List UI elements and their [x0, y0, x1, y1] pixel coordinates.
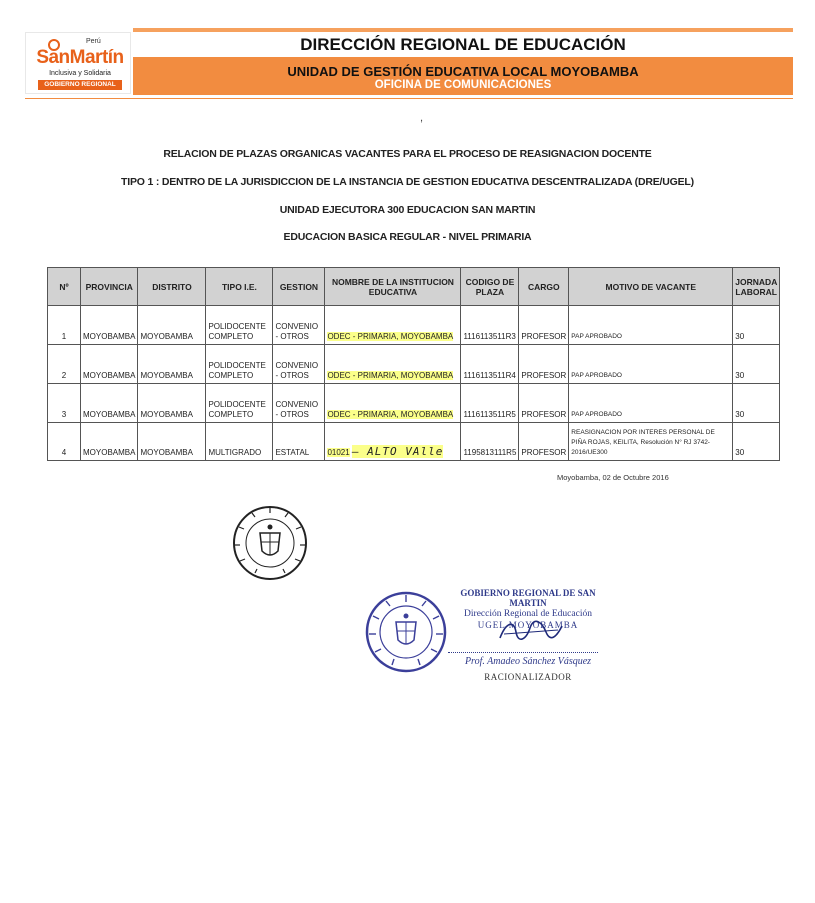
logo-country: Perú	[86, 38, 101, 45]
cell-gestion: CONVENIO - OTROS	[273, 306, 325, 345]
handwritten-institucion: – ALTO VAlle	[351, 445, 444, 458]
col-header-jornada: JORNADA LABORAL	[733, 268, 780, 306]
cell-cargo: PROFESOR	[519, 306, 569, 345]
cell-codigo: 1195813111R5	[461, 423, 519, 461]
ugel-seal-left-icon	[230, 503, 310, 583]
table-row	[48, 345, 780, 384]
document-heading-2: TIPO 1 : DENTRO DE LA JURISDICCION DE LA INSTANCIA DE GESTION EDUCATIVA DESCENTRALIZADA (DRE/UGEL)	[121, 176, 694, 188]
highlighted-institucion: ODEC - PRIMARIA, MOYOBAMBA	[327, 371, 454, 380]
logo-san-martin	[25, 32, 131, 94]
cell-motivo: REASIGNACION POR INTERES PERSONAL DE PIÑA ROJAS, KEILITA, Resolución N° RJ 3742-2016/UE300	[569, 423, 733, 461]
cell-institucion	[325, 384, 461, 423]
document-date: Moyobamba, 02 de Octubre 2016	[557, 473, 669, 482]
header-top-line	[133, 28, 793, 32]
signature-role: RACIONALIZADOR	[484, 672, 572, 682]
cell-gestion: CONVENIO - OTROS	[273, 384, 325, 423]
header-divider	[25, 98, 793, 99]
header-unit: UNIDAD DE GESTIÓN EDUCATIVA LOCAL MOYOBAMBA	[287, 64, 639, 79]
signature-scribble-icon	[496, 618, 566, 644]
cell-number: 2	[48, 345, 81, 384]
gobierno-seal-right-icon	[364, 590, 448, 674]
table-header-row	[48, 268, 780, 306]
cell-distrito: MOYOBAMBA	[138, 306, 206, 345]
cell-number: 3	[48, 384, 81, 423]
signature-government: GOBIERNO REGIONAL DE SAN MARTIN	[460, 588, 596, 608]
table-row	[48, 306, 780, 345]
col-header-cargo: CARGO	[519, 268, 569, 306]
header-band	[133, 57, 793, 95]
cell-cargo: PROFESOR	[519, 345, 569, 384]
cell-jornada: 30	[733, 384, 780, 423]
logo-tagline: Inclusiva y Solidaria	[49, 70, 111, 77]
cell-gestion: CONVENIO - OTROS	[273, 345, 325, 384]
col-header-gestion: GESTION	[273, 268, 325, 306]
col-header-motivo: MOTIVO DE VACANTE	[569, 268, 733, 306]
cell-cargo: PROFESOR	[519, 384, 569, 423]
cell-cargo: PROFESOR	[519, 423, 569, 461]
page-title: DIRECCIÓN REGIONAL DE EDUCACIÓN	[300, 35, 626, 54]
document-heading-1: RELACION DE PLAZAS ORGANICAS VACANTES PARA EL PROCESO DE REASIGNACION DOCENTE	[163, 148, 652, 160]
col-header-codigo: CODIGO DE PLAZA	[461, 268, 519, 306]
signature-direction: Dirección Regional de Educación	[464, 609, 592, 619]
cell-institucion	[325, 423, 461, 461]
cell-tipo: POLIDOCENTE COMPLETO	[206, 384, 273, 423]
col-header-provincia: PROVINCIA	[81, 268, 138, 306]
document-heading-4: EDUCACION BASICA REGULAR - NIVEL PRIMARIA	[283, 231, 532, 243]
col-header-institucion: NOMBRE DE LA INSTITUCION EDUCATIVA	[325, 268, 461, 306]
logo-government: GOBIERNO REGIONAL	[38, 80, 122, 90]
document-heading-3: UNIDAD EJECUTORA 300 EDUCACION SAN MARTIN	[279, 204, 536, 216]
logo-brand: SanMartín	[36, 47, 124, 68]
cell-provincia: MOYOBAMBA	[81, 345, 138, 384]
cell-jornada: 30	[733, 345, 780, 384]
cell-tipo: POLIDOCENTE COMPLETO	[206, 345, 273, 384]
cell-distrito: MOYOBAMBA	[138, 345, 206, 384]
cell-motivo: PAP APROBADO	[569, 306, 733, 345]
header-office: OFICINA DE COMUNICACIONES	[374, 79, 552, 91]
institucion-code: 01021	[327, 448, 350, 457]
cell-tipo: MULTIGRADO	[206, 423, 273, 461]
cell-provincia: MOYOBAMBA	[81, 384, 138, 423]
col-header-tipo: TIPO I.E.	[206, 268, 273, 306]
cell-jornada: 30	[733, 423, 780, 461]
signature-name: Prof. Amadeo Sánchez Vásquez	[464, 656, 592, 667]
signature-line	[448, 652, 598, 653]
table-row	[48, 384, 780, 423]
table-row	[48, 423, 780, 461]
signature-block	[448, 588, 608, 682]
scan-mark: ,	[420, 112, 424, 124]
cell-distrito: MOYOBAMBA	[138, 384, 206, 423]
cell-distrito: MOYOBAMBA	[138, 423, 206, 461]
cell-jornada: 30	[733, 306, 780, 345]
cell-motivo: PAP APROBADO	[569, 384, 733, 423]
cell-institucion	[325, 345, 461, 384]
cell-motivo: PAP APROBADO	[569, 345, 733, 384]
col-header-number: Nº	[48, 268, 81, 306]
vacancy-table	[47, 267, 780, 461]
cell-number: 4	[48, 423, 81, 461]
cell-tipo: POLIDOCENTE COMPLETO	[206, 306, 273, 345]
cell-codigo: 1116113511R3	[461, 306, 519, 345]
highlighted-institucion: ODEC - PRIMARIA, MOYOBAMBA	[327, 332, 454, 341]
cell-provincia: MOYOBAMBA	[81, 306, 138, 345]
col-header-distrito: DISTRITO	[138, 268, 206, 306]
cell-provincia: MOYOBAMBA	[81, 423, 138, 461]
cell-codigo: 1116113511R4	[461, 345, 519, 384]
signature-ugel: UGEL MOYOBAMBA	[477, 620, 579, 630]
cell-gestion: ESTATAL	[273, 423, 325, 461]
highlighted-institucion: ODEC - PRIMARIA, MOYOBAMBA	[327, 410, 454, 419]
cell-number: 1	[48, 306, 81, 345]
cell-institucion	[325, 306, 461, 345]
cell-codigo: 1116113511R5	[461, 384, 519, 423]
